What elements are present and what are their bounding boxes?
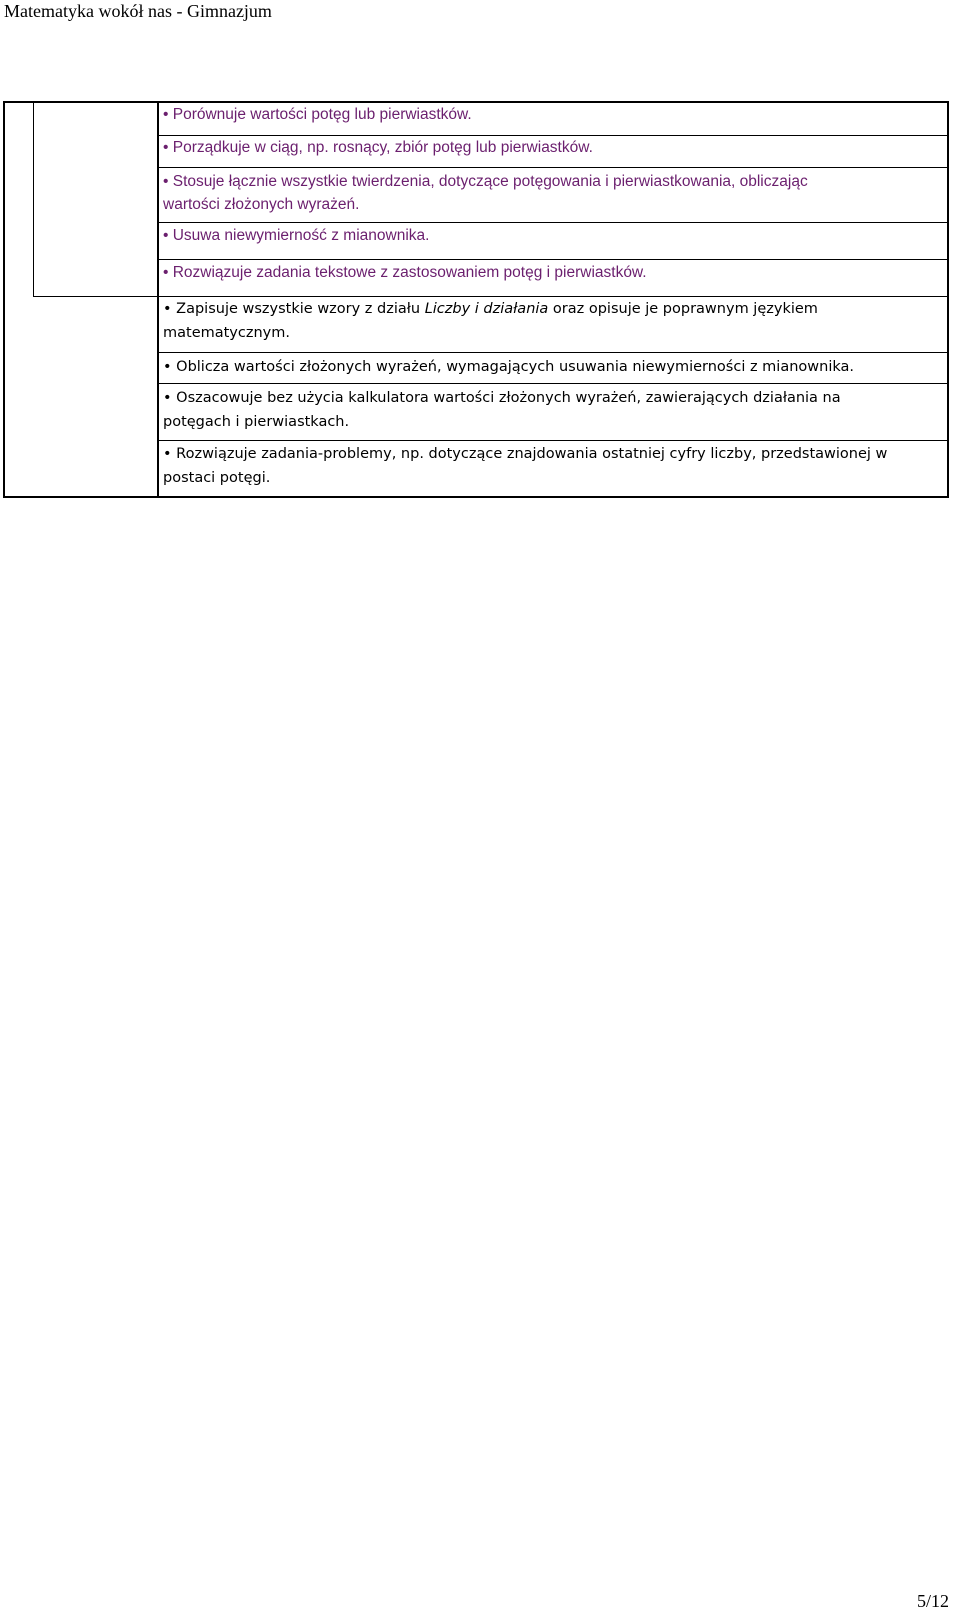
criterion-item: • Porównuje wartości potęg lub pierwiastków. xyxy=(163,106,472,123)
criterion-item xyxy=(163,298,818,321)
row-divider xyxy=(157,383,949,384)
row-divider xyxy=(157,259,949,260)
criterion-item: • Oszacowuje bez użycia kalkulatora wartości złożonych wyrażeń, zawierających działania na xyxy=(163,390,841,406)
criterion-item-continuation: wartości złożonych wyrażeń. xyxy=(163,196,360,213)
row-divider xyxy=(157,222,949,223)
criterion-item: • Porządkuje w ciąg, np. rosnący, zbiór potęg lub pierwiastków. xyxy=(163,139,593,156)
criterion-item-continuation: matematycznym. xyxy=(163,325,290,341)
table-border-right xyxy=(947,101,949,498)
table-border-inner-left xyxy=(33,101,34,297)
table-border-bottom xyxy=(3,496,949,498)
criterion-item: • Rozwiązuje zadania tekstowe z zastosowaniem potęg i pierwiastków. xyxy=(163,264,647,281)
criterion-item-continuation: potęgach i pierwiastkach. xyxy=(163,414,350,430)
criterion-item: • Oblicza wartości złożonych wyrażeń, wymagających usuwania niewymierności z mianownika. xyxy=(163,359,854,375)
page-number: 5/12 xyxy=(917,1591,950,1611)
criterion-text: • Zapisuje wszystkie wzory z działu xyxy=(163,301,425,317)
table-border-column xyxy=(157,101,159,498)
criterion-item: • Stosuje łącznie wszystkie twierdzenia, dotyczące potęgowania i pierwiastkowania, obliczając xyxy=(163,173,808,190)
table-border-top xyxy=(3,101,949,103)
document-header-title: Matematyka wokół nas - Gimnazjum xyxy=(4,1,272,21)
row-divider xyxy=(157,352,949,353)
row-divider xyxy=(157,167,949,168)
row-divider xyxy=(33,296,949,297)
criterion-text: oraz opisuje je poprawnym językiem xyxy=(548,301,818,317)
criterion-item-continuation: postaci potęgi. xyxy=(163,470,271,486)
row-divider xyxy=(157,440,949,441)
criterion-item: • Rozwiązuje zadania-problemy, np. dotyczące znajdowania ostatniej cyfry liczby, przedstawionej w xyxy=(163,446,888,462)
table-border-left xyxy=(3,101,5,498)
criterion-item: • Usuwa niewymierność z mianownika. xyxy=(163,227,430,244)
section-name: Liczby i działania xyxy=(424,301,549,317)
